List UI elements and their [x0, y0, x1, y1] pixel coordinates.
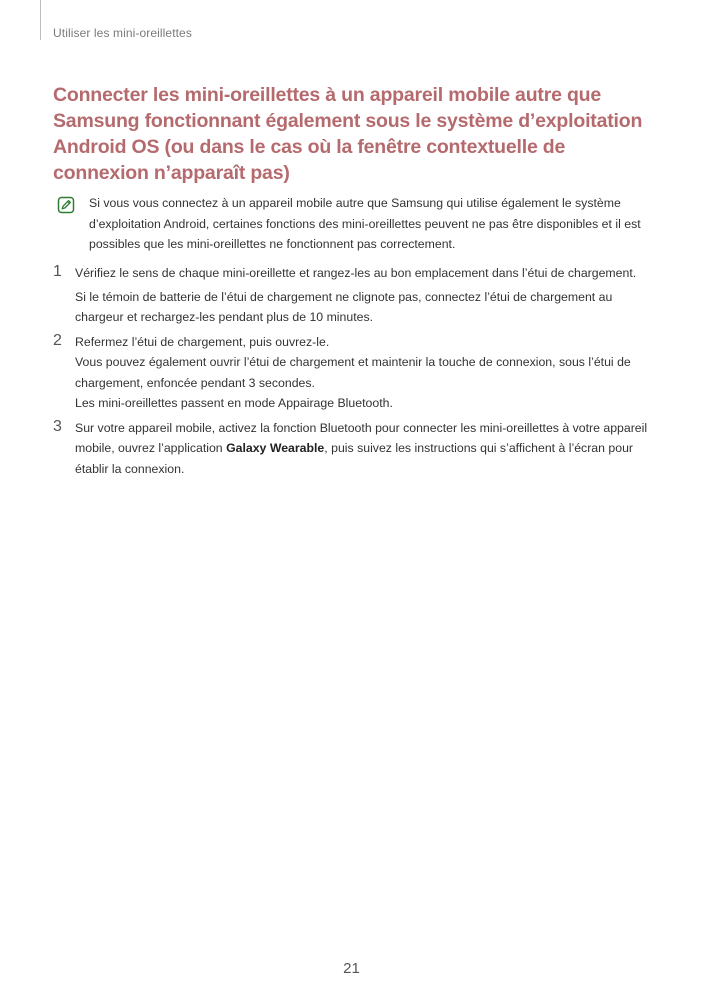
step-text: Refermez l’étui de chargement, puis ouvrez-le.	[75, 334, 330, 349]
note-text: Si vous vous connectez à un appareil mobile autre que Samsung qui utilise également le système d’exploitation Android, certaines fonctions des mini-oreillettes peuvent ne pas être disponibles et il est possibles que les mini-oreillettes ne fonctionnent pas correctement.	[89, 196, 641, 251]
step-3	[53, 418, 653, 480]
step-text: Les mini-oreillettes passent en mode Appairage Bluetooth.	[75, 396, 393, 410]
note-box	[56, 193, 646, 255]
step-text: Vous pouvez également ouvrir l’étui de chargement et maintenir la touche de connexion, sous l’étui de chargement, enfoncée pendant 3 secondes.	[75, 355, 631, 390]
step-number: 2	[53, 331, 62, 349]
running-header: Utiliser les mini-oreillettes	[53, 26, 192, 40]
steps-list	[53, 263, 653, 483]
step-text: Vérifiez le sens de chaque mini-oreillette et rangez-les au bon emplacement dans l’étui de chargement.	[75, 266, 637, 280]
app-name: Galaxy Wearable	[226, 441, 325, 455]
step-number: 3	[53, 417, 62, 435]
step-1	[53, 263, 653, 328]
page-number: 21	[343, 960, 360, 977]
step-number: 1	[53, 263, 62, 280]
step-2	[53, 332, 653, 414]
step-text-after: , puis suivez les instructions qui s’affichent à l’écran pour établir la connexion.	[75, 441, 634, 476]
step-text: Si le témoin de batterie de l’étui de chargement ne clignote pas, connectez l’étui de chargement au chargeur et rechargez-les pendant plus de 10 minutes.	[75, 289, 613, 324]
step-text-before: Sur votre appareil mobile, activez la fonction Bluetooth pour connecter les mini-oreillettes à votre appareil mobile, ouvrez l’application	[75, 420, 648, 455]
margin-rule	[40, 0, 41, 40]
step-text	[75, 418, 653, 480]
section-title: Connecter les mini-oreillettes à un appareil mobile autre que Samsung fonctionnant également sous le système d’exploitation Android OS (ou dans le cas où la fenêtre contextuelle de connexion n’apparaît pas)	[53, 84, 643, 184]
note-pencil-icon	[56, 195, 76, 215]
